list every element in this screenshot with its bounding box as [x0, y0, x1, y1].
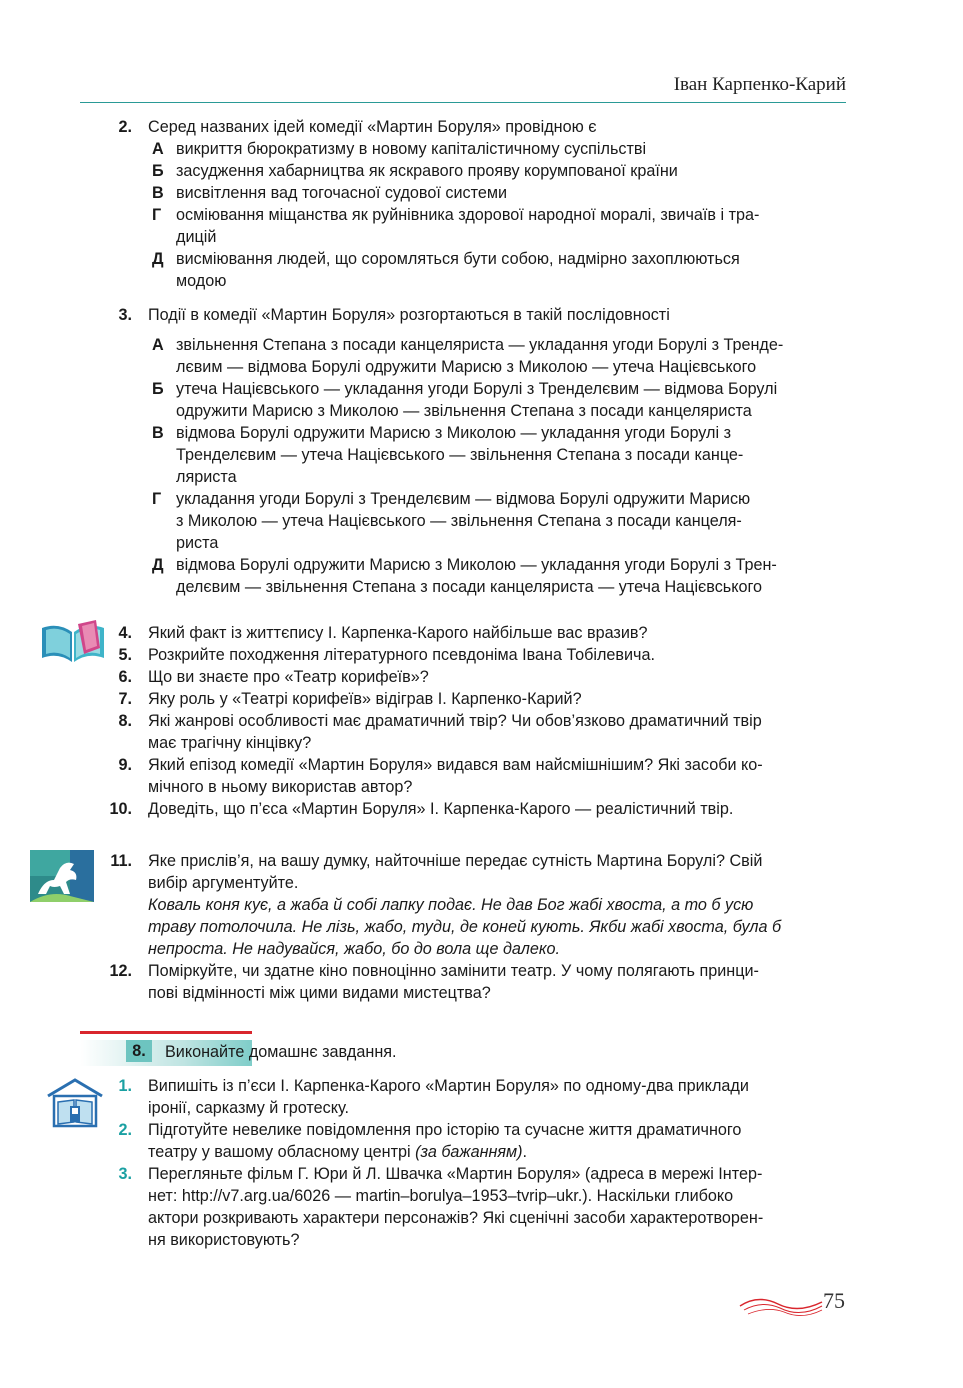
- homework-item-3: 3. Перегляньте фільм Г. Юри й Л. Швачка «Мартин Боруля» (адреса в мережі Інтер- нет: http://v7.arg.ua/6026 — martin–borulya–1953–tvrip–ukr.). Наскільки глибоко актори розкривають характери персонажів? Які сценічні засоби характеротворен- ня використовують?: [118, 1165, 764, 1249]
- option-b: Б засудження хабарництва як яскравого прояву корумпованої країни: [152, 162, 678, 180]
- question-6: 6. Що ви знаєте про «Театр корифеїв»?: [118, 668, 429, 686]
- option-v: В висвітлення вад тогочасної судової системи: [152, 184, 507, 202]
- proverbs-text: Коваль коня кує, а жаба й собі лапку подає. Не дав Бог жабі хвоста, а то б усю: [148, 896, 754, 914]
- option-g: Г осміювання міщанства як руйнівника здорової народної моралі, звичаїв і тра- дицій: [152, 206, 760, 246]
- option-a: А викриття бюрократизму в новому капіталістичному суспільстві: [152, 140, 647, 158]
- option-v: В відмова Борулі одружити Марисю з Миколою — укладання угоди Борулі з Тренделєвим — утеча Націєвського — звільнення Степана з посади канце- ляриста: [152, 424, 744, 486]
- question-number: 3.: [118, 306, 132, 324]
- question-4: 4. Який факт із життєпису І. Карпенка-Карого найбільше вас вразив?: [118, 624, 648, 642]
- question-text: Серед названих ідей комедії «Мартин Боруля» провідною є: [148, 118, 597, 136]
- question-12: 12. Поміркуйте, чи здатне кіно повноцінно замінити театр. У чому полягають принци- пові відмінності між цими видами мистецтва?: [109, 962, 759, 1002]
- question-9: 9. Який епізод комедії «Мартин Боруля» видався вам найсмішнішим? Які засоби ко- мічного в ньому використав автор?: [118, 756, 763, 796]
- question-10: 10. Доведіть, що п’єса «Мартин Боруля» І. Карпенка-Карого — реалістичний твір.: [109, 800, 734, 818]
- question-5: 5. Розкрийте походження літературного псевдоніма Івана Тобілевича.: [118, 646, 655, 664]
- question-number: 2.: [118, 118, 132, 136]
- question-2: [0, 116, 963, 292]
- page-number-swash: [738, 1292, 824, 1320]
- homework-item-1: 1. Випишіть із п’єси І. Карпенка-Карого «Мартин Боруля» по одному-два приклади іронії, сарказму й гротеску.: [118, 1077, 749, 1117]
- questions-4-10: [0, 622, 963, 820]
- option-g: Г укладання угоди Борулі з Тренделєвим — відмова Борулі одружити Марисю з Миколою — утеча Націєвського — звільнення Степана з посади канцеля- риста: [152, 490, 751, 552]
- option-b: Б утеча Націєвського — укладання угоди Борулі з Тренделєвим — відмова Борулі одружити Марисю з Миколою — звільнення Степана з посади канцеляриста: [152, 380, 778, 420]
- page-number: 75: [823, 1288, 845, 1313]
- homework-item-2: 2. Підготуйте невелике повідомлення про історію та сучасне життя драматичного театру у вашому обласному центрі (за бажанням).: [118, 1121, 742, 1161]
- question-7: 7. Яку роль у «Театрі корифеїв» відіграв І. Карпенко-Карий?: [118, 690, 582, 708]
- question-8: 8. Які жанрові особливості має драматичний твір? Чи обов’язково драматичний твір має трагічну кінцівку?: [118, 712, 762, 752]
- section-number: 8.: [126, 1040, 152, 1062]
- homework-section-header: [0, 1040, 963, 1066]
- question-11: 11. Яке прислів’я, на вашу думку, найточніше передає сутність Мартина Борулі? Свій вибір аргументуйте. Коваль коня кує, а жаба й собі лапку подає. Не дав Бог жабі хвоста, а то б усю траву потолочила. Не лізь, жабо, туди, де коней кують. Якби жабі хвоста, була б непроста. Не надувайся, жабо, бо до вола ще далеко. 12. Поміркуйте, чи здатне кіно повноцінно замінити театр. У чому полягають принци- пові відмінності між цими видами мистецтва?: [0, 850, 963, 1004]
- header-title: Іван Карпенко-Карий: [673, 74, 846, 95]
- option-a: А звільнення Степана з посади канцеляриста — укладання угоди Борулі з Тренде- лєвим — відмова Борулі одружити Марисю з Миколою — утеча Націєвського: [152, 336, 784, 376]
- question-text: Події в комедії «Мартин Боруля» розгортаються в такій послідовності: [148, 306, 670, 324]
- running-header: [80, 72, 846, 103]
- option-d: Д відмова Борулі одружити Марисю з Миколою — укладання угоди Борулі з Трен- делєвим — звільнення Степана з посади канцеляриста — утеча Націєвського: [152, 556, 777, 596]
- homework-title: Виконайте домашнє завдання.: [165, 1043, 397, 1061]
- option-d: Д висміювання людей, що соромляться бути собою, надмірно захоплюються модою: [152, 250, 740, 290]
- homework-items: [0, 1075, 963, 1251]
- red-rule: [80, 1031, 252, 1034]
- question-3: [0, 304, 963, 598]
